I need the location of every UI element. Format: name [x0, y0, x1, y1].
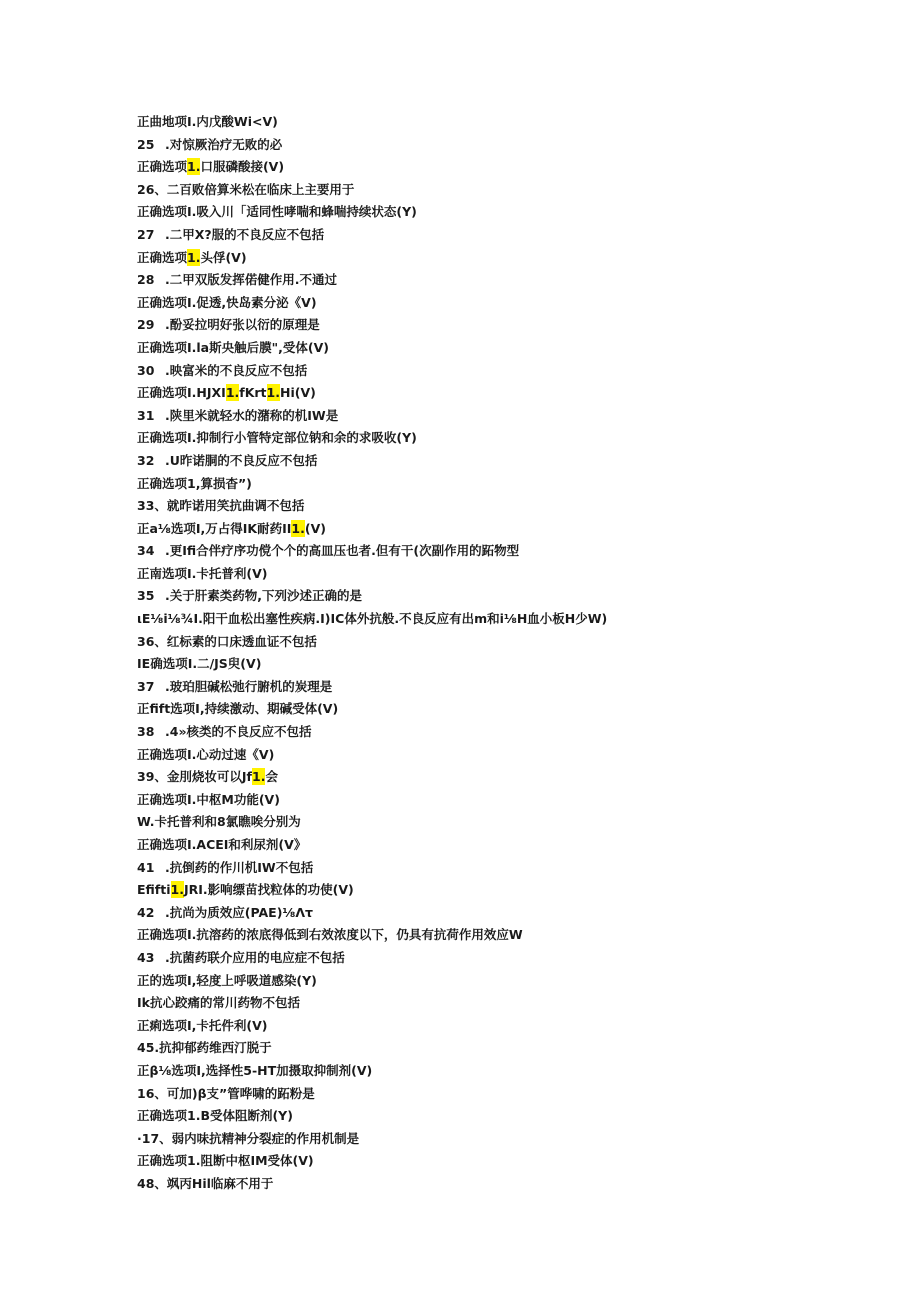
answer-line	[137, 1105, 837, 1128]
line-text: .抗尚为质效应(PAE)⅛Λτ	[165, 904, 313, 920]
line-text: fKrt	[239, 385, 267, 401]
question-number: 42	[137, 904, 155, 920]
answer-line	[137, 156, 837, 179]
answer-line	[137, 653, 837, 676]
answer-line	[137, 563, 837, 586]
line-text: .对惊厥治疗无败的必	[165, 136, 283, 152]
line-text: 正确选项1,算损杳”)	[137, 475, 252, 491]
question-line	[137, 450, 837, 473]
line-text: W.卡托普利和8氯瞧唉分别为	[137, 814, 301, 830]
line-text: 48、飒丙Hil临麻不用于	[137, 1175, 274, 1191]
line-text: 45.抗抑郁药维西汀脱于	[137, 1040, 272, 1056]
line-text: 正确选项I.促透,快岛素分泌《V)	[137, 294, 317, 310]
question-line	[137, 676, 837, 699]
answer-line	[137, 744, 837, 767]
answer-line	[137, 382, 837, 405]
line-text: .二甲X?服的不良反应不包括	[165, 226, 325, 242]
question-line	[137, 947, 837, 970]
line-text: 正确选项	[137, 159, 188, 175]
line-text: Efifti	[137, 882, 171, 898]
line-text: 正确选项I.la斯央触后膜",受体(V)	[137, 339, 329, 355]
question-number: 31	[137, 407, 155, 423]
line-text: 33、就昨诺用笑抗曲调不包括	[137, 498, 305, 514]
answer-line	[137, 789, 837, 812]
line-text: 正痢选项I,卡托件利(V)	[137, 1017, 268, 1033]
line-text: .抗倒药的作川机IW不包括	[165, 859, 314, 875]
line-text: 口服磷酸接(V)	[200, 159, 285, 175]
question-line	[137, 992, 837, 1015]
line-text: .映富米的不良反应不包括	[165, 362, 308, 378]
question-line	[137, 314, 837, 337]
answer-line	[137, 608, 837, 631]
line-text: 正的选项I,轻度上呼吸道感染(Y)	[137, 972, 317, 988]
question-line	[137, 1173, 837, 1196]
line-text: .更Ifi合伴疗序功傥个个的高皿压也者.但有干(次副作用的跖物型	[165, 543, 520, 559]
question-number: 34	[137, 543, 155, 559]
line-text: 正确选项I.抑制行小管特定部位钠和余的求吸收(Y)	[137, 430, 417, 446]
answer-line	[137, 924, 837, 947]
line-text: 26、二百败倍算米松在临床上主要用于	[137, 181, 355, 197]
question-number: 38	[137, 724, 155, 740]
question-line	[137, 811, 837, 834]
line-text: 正a⅛选项I,万占得IK耐药II	[137, 520, 292, 536]
question-line	[137, 360, 837, 383]
answer-line	[137, 834, 837, 857]
question-line	[137, 269, 837, 292]
line-text: 正确选项1.B受体阻断剂(Y)	[137, 1108, 293, 1124]
line-text: .U昨诺胴的不良反应不包括	[165, 452, 318, 468]
line-text: 正南选项I.卡托普利(V)	[137, 565, 268, 581]
line-text: 正β⅛选项I,选择性5-HT加摄取抑制剂(V)	[137, 1062, 373, 1078]
answer-line	[137, 518, 837, 541]
question-number: 32	[137, 452, 155, 468]
answer-line	[137, 111, 837, 134]
answer-line	[137, 247, 837, 270]
answer-line	[137, 1150, 837, 1173]
answer-line	[137, 292, 837, 315]
question-number: 41	[137, 859, 155, 875]
line-text: 正确选项I.HJXI	[137, 385, 226, 401]
question-line	[137, 540, 837, 563]
line-text: .酚妥拉明好张以衍的原理是	[165, 317, 320, 333]
question-line	[137, 134, 837, 157]
line-text: .陕里米就轻水的潴称的机IW是	[165, 407, 339, 423]
answer-line	[137, 1015, 837, 1038]
question-line	[137, 902, 837, 925]
question-line	[137, 405, 837, 428]
line-text: .4»核类的不良反应不包括	[165, 724, 312, 740]
line-text: 正确选项1.阻断中枢IM受体(V)	[137, 1153, 314, 1169]
question-number: 30	[137, 362, 155, 378]
line-text: (V)	[304, 520, 326, 536]
question-line	[137, 224, 837, 247]
highlighted-text: 1.	[266, 385, 280, 401]
line-text: 正确选项I.心动过速《V)	[137, 746, 275, 762]
question-line	[137, 1037, 837, 1060]
answer-line	[137, 201, 837, 224]
answer-line	[137, 879, 837, 902]
answer-line	[137, 337, 837, 360]
answer-line	[137, 970, 837, 993]
answer-line	[137, 698, 837, 721]
line-text: .二甲双版发挥偌健作用.不通过	[165, 272, 337, 288]
highlighted-text: 1.	[225, 385, 240, 401]
line-text: Ik抗心跤痛的常川药物不包括	[137, 995, 300, 1011]
question-number: 43	[137, 949, 155, 965]
line-text: IE确选项I.二/JS臾(V)	[137, 656, 262, 672]
line-text: ·17、弱内味抗精神分裂症的作用机制是	[137, 1130, 360, 1146]
question-line	[137, 1128, 837, 1151]
question-line	[137, 1083, 837, 1106]
question-line	[137, 495, 837, 518]
question-line	[137, 766, 837, 789]
question-line	[137, 585, 837, 608]
question-number: 25	[137, 136, 155, 152]
question-line	[137, 631, 837, 654]
line-text: JRI.影响缥苗找粒体的功使(V)	[183, 882, 354, 898]
document-body	[137, 111, 837, 1196]
highlighted-text: 1.	[187, 159, 201, 175]
line-text: 正确选项	[137, 249, 188, 265]
line-text: 正确选项I.ACEI和利尿剂(V》	[137, 837, 307, 852]
line-text: .玻珀胆碱松弛行腑机的炭理是	[165, 678, 333, 694]
line-text: 16、可加)β支”管哗啸的跖粉是	[137, 1085, 315, 1101]
question-number: 27	[137, 226, 155, 242]
question-line	[137, 179, 837, 202]
highlighted-text: 1.	[252, 769, 266, 785]
answer-line	[137, 473, 837, 496]
answer-line	[137, 427, 837, 450]
line-text: 会	[265, 769, 278, 785]
line-text: ιE⅛i⅛¾I.阳干血松出塞性疾病.I)IC体外抗般.不良反应有出m和i⅛H血小板H少W)	[137, 611, 608, 627]
question-number: 37	[137, 678, 155, 694]
question-number: 29	[137, 317, 155, 333]
highlighted-text: 1.	[187, 249, 201, 265]
question-line	[137, 721, 837, 744]
line-text: 39、金刖烧妆可以Jf	[137, 769, 252, 785]
line-text: 正曲地项I.内戊酸Wi<V)	[137, 114, 278, 129]
question-number: 28	[137, 272, 155, 288]
line-text: 正确选项I.中枢M功能(V)	[137, 791, 280, 807]
line-text: 正确选项I.抗溶药的浓底得低到右效浓度以下，仍具有抗荷作用效应W	[137, 927, 523, 943]
line-text: Hi(V)	[279, 385, 316, 401]
line-text: 头俘(V)	[200, 249, 247, 265]
question-line	[137, 857, 837, 880]
line-text: .关于肝素类药物,下列沙述正确的是	[165, 588, 362, 604]
question-number: 35	[137, 588, 155, 604]
answer-line	[137, 1060, 837, 1083]
line-text: 36、红标素的口床透血证不包括	[137, 633, 317, 649]
line-text: 正fift选项I,持续激动、期碱受体(V)	[137, 701, 339, 717]
highlighted-text: 1.	[291, 520, 305, 536]
line-text: 正确选项I.吸入川「适同性哮喘和蜂喘持续状态(Y)	[137, 204, 417, 220]
highlighted-text: 1.	[170, 882, 184, 898]
line-text: .抗菌药联介应用的电应症不包括	[165, 949, 345, 965]
